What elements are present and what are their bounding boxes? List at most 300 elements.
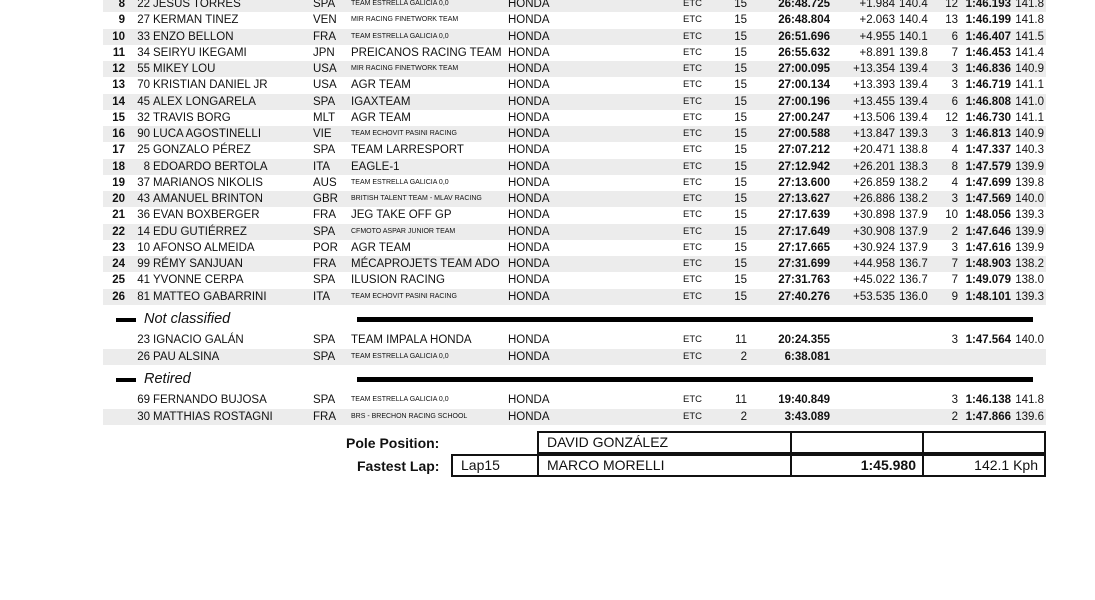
fastest-lap-number: Lap15 <box>461 457 500 473</box>
rider-name-cell: YVONNE CERPA <box>153 274 244 287</box>
rider-name-cell: MARIANOS NIKOLIS <box>153 176 263 189</box>
rider-number-cell: 36 <box>137 209 150 222</box>
avg-speed-cell: 137.9 <box>899 241 928 254</box>
pole-speed-cell <box>922 431 1046 454</box>
team-name-cell: TEAM ESTRELLA GALICIA 0,0 <box>351 352 449 360</box>
total-time-cell: 3:43.089 <box>784 410 830 423</box>
team-name-cell: BRS - BRECHON RACING SCHOOL <box>351 412 468 420</box>
motorcycle-cell: HONDA <box>508 30 550 43</box>
table-row <box>103 272 1046 288</box>
category-cell: ETC <box>683 14 702 26</box>
avg-speed-cell: 139.8 <box>899 46 928 59</box>
motorcycle-cell: HONDA <box>508 394 550 406</box>
table-row <box>103 240 1046 256</box>
motorcycle-cell: HONDA <box>508 14 550 27</box>
top-speed-cell: 139.9 <box>1015 241 1044 254</box>
rider-name-cell: ALEX LONGARELA <box>153 95 256 108</box>
rider-name-cell: AMANUEL BRINTON <box>153 193 263 205</box>
motorcycle-cell: HONDA <box>508 144 550 157</box>
motorcycle-cell: HONDA <box>508 350 550 363</box>
top-speed-cell: 138.0 <box>1015 274 1044 287</box>
rider-number-cell: 32 <box>137 111 150 124</box>
nation-cell: ITA <box>313 290 331 303</box>
total-time-cell: 27:40.276 <box>778 290 830 303</box>
gap-cell: +26.859 <box>853 176 895 189</box>
position-cell: 24 <box>112 258 125 270</box>
team-name-cell: EAGLE-1 <box>351 160 400 173</box>
team-name-cell: BRITISH TALENT TEAM - MLAV RACING <box>351 195 482 202</box>
total-time-cell: 20:24.355 <box>778 334 830 346</box>
total-time-cell: 27:17.649 <box>778 225 830 238</box>
gap-cell: +26.201 <box>853 160 895 173</box>
top-speed-cell: 139.9 <box>1015 160 1044 173</box>
motorcycle-cell: HONDA <box>508 46 550 59</box>
best-lap-number-cell: 12 <box>945 111 958 124</box>
top-speed-cell: 139.3 <box>1015 209 1044 222</box>
total-time-cell: 6:38.081 <box>784 350 830 363</box>
laps-cell: 11 <box>735 394 747 406</box>
motorcycle-cell: HONDA <box>508 274 550 287</box>
table-row <box>103 159 1046 175</box>
motorcycle-cell: HONDA <box>508 225 550 238</box>
laps-cell: 15 <box>734 63 747 75</box>
laps-cell: 15 <box>734 193 747 205</box>
rider-name-cell: JESUS TORRES <box>153 0 241 10</box>
avg-speed-cell: 138.8 <box>899 144 928 157</box>
laps-cell: 15 <box>734 258 747 270</box>
nation-cell: SPA <box>313 394 336 406</box>
category-cell: ETC <box>683 274 702 286</box>
gap-cell: +2.063 <box>859 14 895 27</box>
fastest-lap-number-cell <box>451 454 539 477</box>
laps-cell: 15 <box>734 14 747 27</box>
best-lap-number-cell: 6 <box>951 95 958 108</box>
nation-cell: USA <box>313 79 337 92</box>
gap-cell: +1.984 <box>859 0 895 10</box>
table-row <box>103 289 1046 305</box>
best-lap-time-cell: 1:46.719 <box>965 79 1011 92</box>
avg-speed-cell: 136.7 <box>899 274 928 287</box>
rider-name-cell: EVAN BOXBERGER <box>153 209 260 222</box>
laps-cell: 15 <box>734 144 747 157</box>
rider-name-cell: TRAVIS BORG <box>153 111 231 124</box>
nation-cell: JPN <box>313 46 335 59</box>
rider-name-cell: SEIRYU IKEGAMI <box>153 46 247 59</box>
table-row <box>103 392 1046 408</box>
rider-number-cell: 99 <box>137 258 150 270</box>
category-cell: ETC <box>683 176 702 188</box>
motorcycle-cell: HONDA <box>508 176 550 189</box>
rider-number-cell: 45 <box>137 95 150 108</box>
fastest-speed-cell <box>922 454 1046 477</box>
nation-cell: VEN <box>313 14 337 27</box>
nation-cell: ITA <box>313 160 331 173</box>
table-row <box>103 409 1046 425</box>
best-lap-time-cell: 1:47.646 <box>965 225 1011 238</box>
top-speed-cell: 141.4 <box>1015 46 1044 59</box>
total-time-cell: 26:55.632 <box>778 46 830 59</box>
best-lap-number-cell: 3 <box>951 79 958 92</box>
top-speed-cell: 140.9 <box>1015 63 1044 75</box>
motorcycle-cell: HONDA <box>508 63 550 75</box>
rider-number-cell: 14 <box>137 225 150 238</box>
laps-cell: 15 <box>734 111 747 124</box>
team-name-cell: TEAM ESTRELLA GALICIA 0,0 <box>351 396 449 403</box>
total-time-cell: 27:07.212 <box>778 144 830 157</box>
gap-cell: +13.393 <box>853 79 895 92</box>
rider-number-cell: 22 <box>137 0 150 10</box>
best-lap-time-cell: 1:46.453 <box>965 46 1011 59</box>
gap-cell: +13.354 <box>853 63 895 75</box>
team-name-cell: ILUSION RACING <box>351 274 445 287</box>
laps-cell: 15 <box>734 160 747 173</box>
top-speed-cell: 141.0 <box>1015 95 1044 108</box>
best-lap-number-cell: 6 <box>951 30 958 43</box>
table-row <box>103 332 1046 348</box>
team-name-cell: TEAM IMPALA HONDA <box>351 334 472 346</box>
category-cell: ETC <box>683 128 702 139</box>
best-lap-number-cell: 3 <box>951 394 958 406</box>
position-cell: 10 <box>112 30 125 43</box>
position-cell: 25 <box>112 274 125 287</box>
rider-number-cell: 34 <box>137 46 150 59</box>
nation-cell: FRA <box>313 209 336 222</box>
top-speed-cell: 140.9 <box>1015 128 1044 140</box>
nation-cell: SPA <box>313 334 336 346</box>
best-lap-number-cell: 7 <box>951 274 958 287</box>
position-cell: 13 <box>112 79 125 92</box>
team-name-cell: AGR TEAM <box>351 79 411 92</box>
total-time-cell: 27:13.600 <box>778 176 830 189</box>
nation-cell: MLT <box>313 111 336 124</box>
position-cell: 19 <box>112 176 125 189</box>
team-name-cell: CFMOTO ASPAR JUNIOR TEAM <box>351 227 456 235</box>
motorcycle-cell: HONDA <box>508 258 550 270</box>
rider-name-cell: ENZO BELLON <box>153 30 234 43</box>
laps-cell: 15 <box>734 128 747 140</box>
rider-number-cell: 43 <box>137 193 150 205</box>
motorcycle-cell: HONDA <box>508 290 550 303</box>
best-lap-time-cell: 1:46.407 <box>965 30 1011 43</box>
rider-number-cell: 23 <box>137 334 150 346</box>
total-time-cell: 27:31.699 <box>778 258 830 270</box>
rider-name-cell: EDOARDO BERTOLA <box>153 160 268 173</box>
position-cell: 9 <box>118 14 125 27</box>
best-lap-time-cell: 1:47.699 <box>965 176 1011 189</box>
avg-speed-cell: 138.2 <box>899 193 928 205</box>
team-name-cell: MIR RACING FINETWORK TEAM <box>351 65 459 72</box>
table-row <box>103 77 1046 93</box>
laps-cell: 2 <box>740 410 747 423</box>
team-name-cell: TEAM LARRESPORT <box>351 144 464 157</box>
section-divider-bar <box>357 377 1033 382</box>
total-time-cell: 27:31.763 <box>778 274 830 287</box>
rider-number-cell: 37 <box>137 176 150 189</box>
category-cell: ETC <box>683 258 702 269</box>
position-cell: 16 <box>112 128 125 140</box>
nation-cell: SPA <box>313 225 336 238</box>
table-row <box>103 45 1046 61</box>
gap-cell: +4.955 <box>859 30 895 43</box>
rider-name-cell: LUCA AGOSTINELLI <box>153 128 262 140</box>
avg-speed-cell: 137.9 <box>899 209 928 222</box>
gap-cell: +45.022 <box>853 274 895 287</box>
best-lap-time-cell: 1:46.730 <box>965 111 1011 124</box>
gap-cell: +13.455 <box>853 95 895 108</box>
gap-cell: +13.506 <box>853 111 895 124</box>
motorcycle-cell: HONDA <box>508 209 550 222</box>
avg-speed-cell: 138.2 <box>899 176 928 189</box>
best-lap-number-cell: 3 <box>951 241 958 254</box>
best-lap-number-cell: 10 <box>945 209 958 222</box>
rider-name-cell: PAU ALSINA <box>153 350 220 363</box>
best-lap-number-cell: 3 <box>951 63 958 75</box>
best-lap-number-cell: 4 <box>951 144 958 157</box>
position-cell: 22 <box>112 225 125 238</box>
rider-name-cell: MIKEY LOU <box>153 63 216 75</box>
avg-speed-cell: 140.1 <box>899 30 928 43</box>
category-cell: ETC <box>683 160 702 172</box>
top-speed-cell: 141.1 <box>1015 79 1044 92</box>
category-cell: ETC <box>683 209 702 221</box>
best-lap-time-cell: 1:46.813 <box>965 128 1011 140</box>
best-lap-number-cell: 3 <box>951 193 958 205</box>
nation-cell: FRA <box>313 410 336 423</box>
section-dash <box>116 318 136 322</box>
best-lap-time-cell: 1:47.569 <box>965 193 1011 205</box>
team-name-cell: JEG TAKE OFF GP <box>351 209 452 222</box>
team-name-cell: AGR TEAM <box>351 111 411 124</box>
table-row <box>103 12 1046 28</box>
motorcycle-cell: HONDA <box>508 160 550 173</box>
category-cell: ETC <box>683 111 702 123</box>
category-cell: ETC <box>683 144 702 156</box>
laps-cell: 15 <box>734 79 747 92</box>
position-cell: 23 <box>112 241 125 254</box>
team-name-cell: IGAXTEAM <box>351 95 411 108</box>
gap-cell: +30.898 <box>853 209 895 222</box>
nation-cell: SPA <box>313 0 336 10</box>
position-cell: 8 <box>118 0 125 10</box>
laps-cell: 15 <box>734 0 747 10</box>
motorcycle-cell: HONDA <box>508 79 550 92</box>
avg-speed-cell: 139.4 <box>899 79 928 92</box>
team-name-cell: AGR TEAM <box>351 241 411 254</box>
table-row <box>103 126 1046 142</box>
category-cell: ETC <box>683 79 702 91</box>
pole-rider-cell <box>537 431 792 454</box>
laps-cell: 15 <box>734 209 747 222</box>
total-time-cell: 26:48.804 <box>778 14 830 27</box>
table-row <box>103 61 1046 77</box>
motorcycle-cell: HONDA <box>508 95 550 108</box>
total-time-cell: 27:12.942 <box>778 160 830 173</box>
section-divider-bar <box>357 317 1033 322</box>
rider-number-cell: 69 <box>137 394 150 406</box>
total-time-cell: 27:17.665 <box>778 241 830 254</box>
fastest-speed: 142.1 Kph <box>974 457 1038 473</box>
best-lap-time-cell: 1:48.056 <box>965 209 1011 222</box>
best-lap-number-cell: 2 <box>951 410 958 423</box>
team-name-cell: TEAM ESTRELLA GALICIA 0,0 <box>351 178 449 186</box>
avg-speed-cell: 136.0 <box>899 290 928 303</box>
position-cell: 15 <box>112 111 125 124</box>
gap-cell: +44.958 <box>853 258 895 270</box>
avg-speed-cell: 137.9 <box>899 225 928 238</box>
rider-number-cell: 33 <box>137 30 150 43</box>
team-name-cell: TEAM ECHOVIT PASINI RACING <box>351 292 457 300</box>
category-cell: ETC <box>683 46 702 58</box>
table-row <box>103 94 1046 110</box>
table-row <box>103 29 1046 45</box>
table-row <box>103 142 1046 158</box>
avg-speed-cell: 139.3 <box>899 128 928 140</box>
gap-cell: +30.908 <box>853 225 895 238</box>
category-cell: ETC <box>683 241 702 253</box>
best-lap-time-cell: 1:46.193 <box>965 0 1011 10</box>
total-time-cell: 27:00.588 <box>778 128 830 140</box>
team-name-cell: PREICANOS RACING TEAM <box>351 46 502 59</box>
top-speed-cell: 141.1 <box>1015 111 1044 124</box>
top-speed-cell: 138.2 <box>1015 258 1044 270</box>
table-row <box>103 110 1046 126</box>
category-cell: ETC <box>683 394 702 405</box>
best-lap-number-cell: 7 <box>951 258 958 270</box>
pole-time-cell <box>790 431 924 454</box>
nation-cell: FRA <box>313 30 336 43</box>
nation-cell: SPA <box>313 350 336 363</box>
rider-name-cell: KRISTIAN DANIEL JR <box>153 79 268 92</box>
rider-name-cell: KERMAN TINEZ <box>153 14 239 27</box>
nation-cell: FRA <box>313 258 336 270</box>
total-time-cell: 26:51.696 <box>778 30 830 43</box>
section-dash <box>116 378 136 382</box>
category-cell: ETC <box>683 95 702 107</box>
rider-number-cell: 10 <box>137 241 150 254</box>
best-lap-time-cell: 1:47.579 <box>965 160 1011 173</box>
table-row <box>103 175 1046 191</box>
team-name-cell: TEAM ESTRELLA GALICIA 0,0 <box>351 0 449 7</box>
fastest-time: 1:45.980 <box>860 457 916 473</box>
top-speed-cell: 139.3 <box>1015 290 1044 303</box>
best-lap-number-cell: 2 <box>951 225 958 238</box>
laps-cell: 2 <box>740 350 747 363</box>
total-time-cell: 27:00.095 <box>778 63 830 75</box>
category-cell: ETC <box>683 410 702 422</box>
table-row <box>103 0 1046 12</box>
top-speed-cell: 140.0 <box>1015 193 1044 205</box>
category-cell: ETC <box>683 290 702 302</box>
top-speed-cell: 139.9 <box>1015 225 1044 238</box>
laps-cell: 15 <box>734 290 747 303</box>
best-lap-time-cell: 1:49.079 <box>965 274 1011 287</box>
not-classified-title: Not classified <box>144 311 231 327</box>
avg-speed-cell: 139.4 <box>899 63 928 75</box>
best-lap-time-cell: 1:46.808 <box>965 95 1011 108</box>
motorcycle-cell: HONDA <box>508 193 550 205</box>
retired-title: Retired <box>144 371 191 387</box>
top-speed-cell: 141.8 <box>1015 394 1044 406</box>
laps-cell: 15 <box>734 225 747 238</box>
rider-number-cell: 41 <box>137 274 150 287</box>
laps-cell: 15 <box>734 176 747 189</box>
avg-speed-cell: 140.4 <box>899 14 928 27</box>
best-lap-time-cell: 1:46.199 <box>965 14 1011 27</box>
top-speed-cell: 139.6 <box>1015 410 1044 423</box>
motorcycle-cell: HONDA <box>508 334 550 346</box>
rider-number-cell: 70 <box>137 79 150 92</box>
position-cell: 26 <box>112 290 125 303</box>
rider-name-cell: MATTHIAS ROSTAGNI <box>153 410 273 423</box>
rider-number-cell: 8 <box>143 160 150 173</box>
rider-name-cell: FERNANDO BUJOSA <box>153 394 267 406</box>
motorcycle-cell: HONDA <box>508 128 550 140</box>
gap-cell: +20.471 <box>853 144 895 157</box>
rider-number-cell: 25 <box>137 144 150 157</box>
laps-cell: 15 <box>734 274 747 287</box>
position-cell: 20 <box>112 193 125 205</box>
avg-speed-cell: 139.4 <box>899 111 928 124</box>
fastest-time-cell <box>790 454 924 477</box>
best-lap-number-cell: 3 <box>951 128 958 140</box>
rider-number-cell: 27 <box>137 14 150 27</box>
avg-speed-cell: 136.7 <box>899 258 928 270</box>
total-time-cell: 27:00.247 <box>778 111 830 124</box>
best-lap-number-cell: 3 <box>951 334 958 346</box>
nation-cell: GBR <box>313 193 338 205</box>
team-name-cell: TEAM ESTRELLA GALICIA 0,0 <box>351 32 449 40</box>
rider-number-cell: 90 <box>137 128 150 140</box>
rider-number-cell: 30 <box>137 410 150 423</box>
table-row <box>103 349 1046 365</box>
avg-speed-cell: 140.4 <box>899 0 928 10</box>
table-row <box>103 207 1046 223</box>
nation-cell: SPA <box>313 274 336 287</box>
total-time-cell: 27:00.134 <box>778 79 830 92</box>
gap-cell: +30.924 <box>853 241 895 254</box>
best-lap-number-cell: 9 <box>951 290 958 303</box>
nation-cell: POR <box>313 241 338 254</box>
nation-cell: SPA <box>313 95 336 108</box>
best-lap-time-cell: 1:47.866 <box>965 410 1011 423</box>
gap-cell: +8.891 <box>859 46 895 59</box>
best-lap-time-cell: 1:47.337 <box>965 144 1011 157</box>
motorcycle-cell: HONDA <box>508 241 550 254</box>
top-speed-cell: 140.0 <box>1015 334 1044 346</box>
top-speed-cell: 141.8 <box>1015 0 1044 10</box>
team-name-cell: MIR RACING FINETWORK TEAM <box>351 16 459 24</box>
top-speed-cell: 141.5 <box>1015 30 1044 43</box>
best-lap-number-cell: 4 <box>951 176 958 189</box>
fastest-rider-cell <box>537 454 792 477</box>
position-cell: 21 <box>112 209 125 222</box>
top-speed-cell: 141.8 <box>1015 14 1044 27</box>
position-cell: 17 <box>112 144 125 157</box>
total-time-cell: 26:48.725 <box>778 0 830 10</box>
category-cell: ETC <box>683 193 702 204</box>
rider-number-cell: 55 <box>137 63 150 75</box>
best-lap-time-cell: 1:48.903 <box>965 258 1011 270</box>
best-lap-time-cell: 1:47.564 <box>965 334 1011 346</box>
table-row <box>103 191 1046 207</box>
rider-name-cell: IGNACIO GALÁN <box>153 334 244 346</box>
motorcycle-cell: HONDA <box>508 111 550 124</box>
best-lap-number-cell: 13 <box>945 14 958 27</box>
best-lap-number-cell: 7 <box>951 46 958 59</box>
category-cell: ETC <box>683 350 702 362</box>
category-cell: ETC <box>683 0 702 9</box>
avg-speed-cell: 138.3 <box>899 160 928 173</box>
